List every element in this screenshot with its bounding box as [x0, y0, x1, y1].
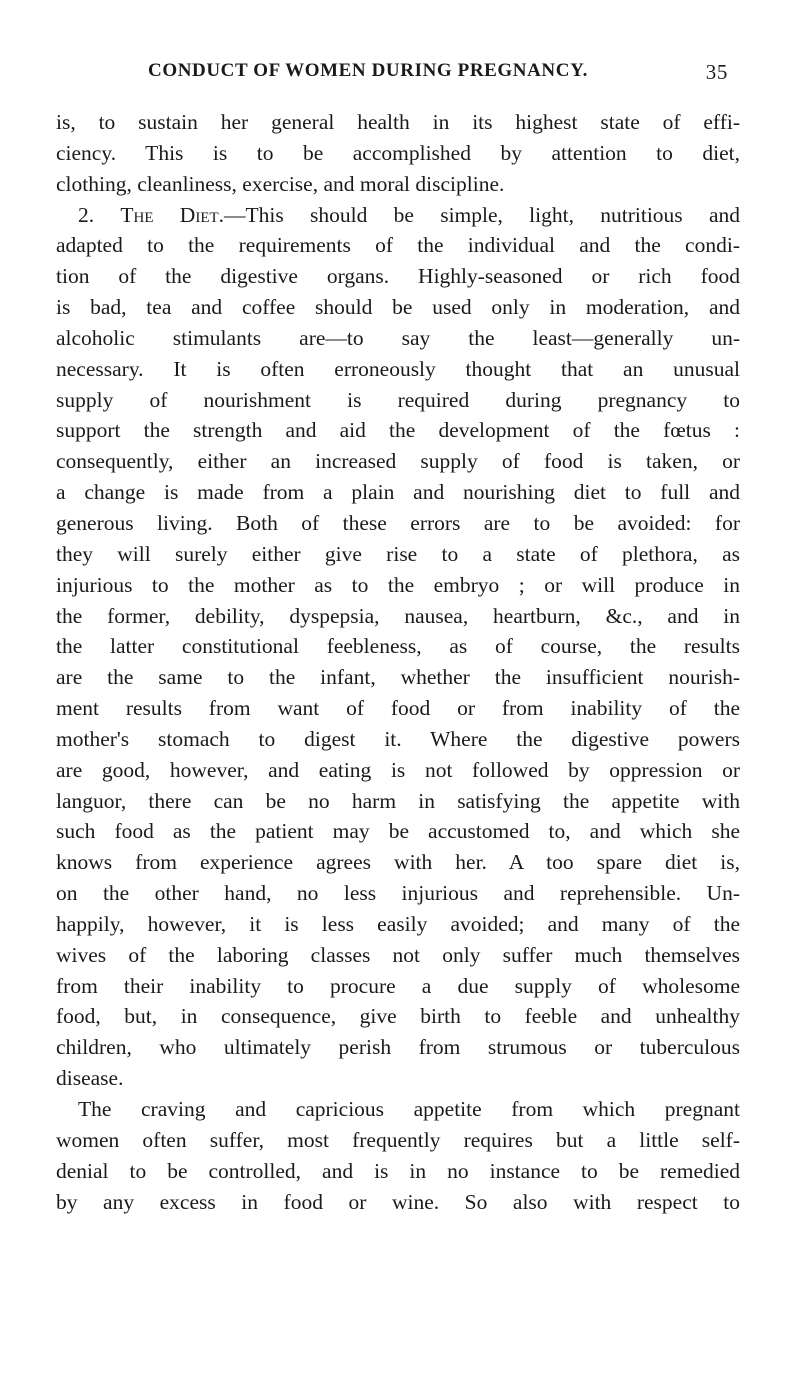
running-head [148, 60, 728, 88]
text-line: food, but, in consequence, give birth to feeble and unhealthy [56, 1004, 740, 1029]
text-line: denial to be controlled, and is in no instance to be remedied [56, 1158, 740, 1183]
page-number: 35 [705, 60, 728, 84]
text-line: knows from experience agrees with her. A too spare diet is, [56, 850, 740, 875]
text-line: mother's stomach to digest it. Where the digestive powers [56, 726, 740, 751]
body-text [56, 107, 740, 1217]
text-line: disease. [56, 1066, 124, 1091]
text-line: the former, debility, dyspepsia, nausea, heartburn, &c., and in [56, 603, 740, 628]
text-line: adapted to the requirements of the individual and the condi- [56, 233, 740, 258]
text-line: injurious to the mother as to the embryo ; or will produce in [56, 572, 740, 597]
text-line: The craving and capricious appetite from which pregnant [78, 1097, 740, 1121]
text-line: they will surely either give rise to a state of plethora, as [56, 541, 740, 566]
section-heading-line [56, 200, 740, 231]
text-line: on the other hand, no less injurious and reprehensible. Un- [56, 881, 740, 906]
text-line: is bad, tea and coffee should be used only in moderation, and [56, 295, 740, 320]
text-line: ciency. This is to be accomplished by attention to diet, [56, 140, 740, 165]
text-line: children, who ultimately perish from strumous or tuberculous [56, 1035, 740, 1060]
text-line: is, to sustain her general health in its highest state of effi- [56, 110, 740, 134]
text-line: consequently, either an increased supply of food is taken, or [56, 449, 740, 474]
text-line: are the same to the infant, whether the insufficient nourish- [56, 665, 740, 690]
text-line: wives of the laboring classes not only suffer much themselves [56, 942, 740, 967]
section-lead-text: —This should be simple, light, nutritious and [224, 202, 740, 227]
text-line: support the strength and aid the development of the fœtus : [56, 418, 740, 443]
text-line: such food as the patient may be accustomed to, and which she [56, 819, 740, 844]
text-line: ment results from want of food or from inability of the [56, 696, 740, 721]
text-line: by any excess in food or wine. So also with respect to [56, 1189, 740, 1214]
text-line: the latter constitutional feebleness, as of course, the results [56, 634, 740, 659]
text-line: from their inability to procure a due supply of wholesome [56, 973, 740, 998]
text-line: languor, there can be no harm in satisfying the appetite with [56, 788, 740, 813]
text-line: tion of the digestive organs. Highly-seasoned or rich food [56, 264, 740, 289]
text-line: are good, however, and eating is not followed by oppression or [56, 757, 740, 782]
section-number: 2. [78, 202, 95, 227]
text-line: alcoholic stimulants are—to say the least—generally un- [56, 325, 740, 350]
text-line: supply of nourishment is required during pregnancy to [56, 387, 740, 412]
running-title: CONDUCT OF WOMEN DURING PREGNANCY. [148, 60, 589, 81]
text-line: women often suffer, most frequently requires but a little self- [56, 1127, 740, 1152]
text-line: necessary. It is often erroneously thought that an unusual [56, 356, 740, 381]
section-title: The Diet. [120, 202, 225, 227]
text-line: happily, however, it is less easily avoided; and many of the [56, 911, 740, 936]
text-line: a change is made from a plain and nourishing diet to full and [56, 480, 740, 505]
text-line: generous living. Both of these errors are to be avoided: for [56, 510, 740, 535]
text-line: clothing, cleanliness, exercise, and moral discipline. [56, 171, 505, 196]
